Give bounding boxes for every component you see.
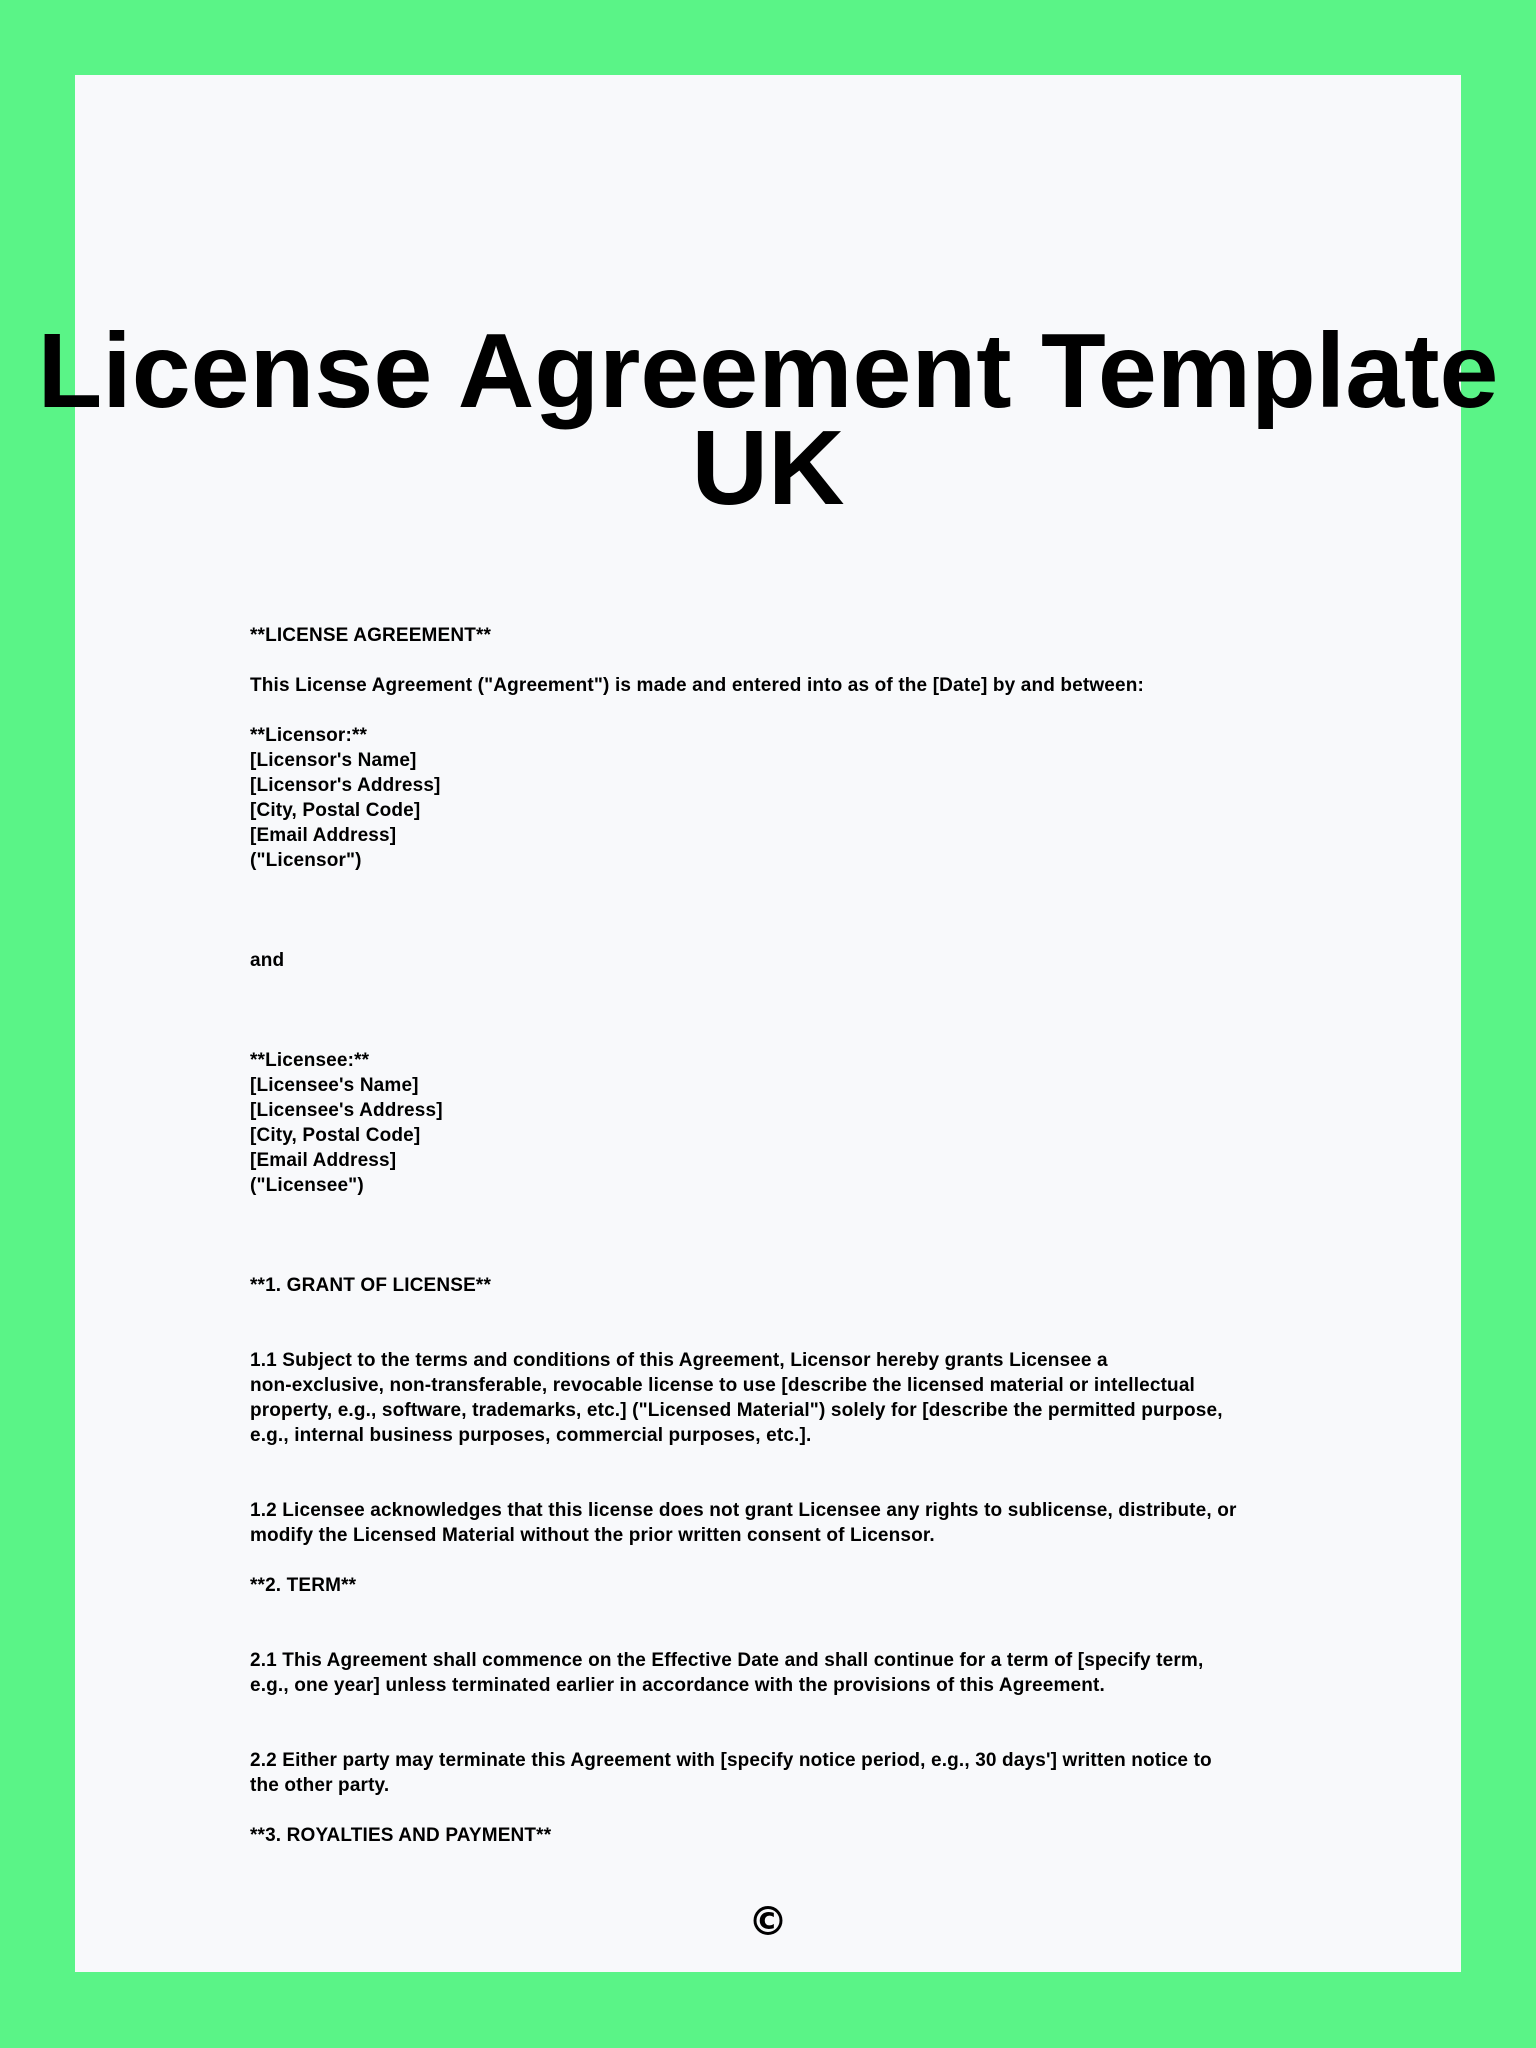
body-line: the other party. bbox=[250, 1775, 390, 1796]
body-line bbox=[250, 648, 1370, 673]
document-body bbox=[250, 623, 1370, 1848]
body-line: property, e.g., software, trademarks, etc.] ("Licensed Material") solely for [describe the permitted purpose, bbox=[250, 1400, 1223, 1421]
body-line: non-exclusive, non-transferable, revocable license to use [describe the licensed material or intellectual bbox=[250, 1375, 1195, 1396]
body-line: **Licensor:** bbox=[250, 725, 368, 746]
body-line: modify the Licensed Material without the prior written consent of Licensor. bbox=[250, 1525, 935, 1546]
body-line: 2.1 This Agreement shall commence on the Effective Date and shall continue for a term of [specify term, bbox=[250, 1650, 1204, 1671]
body-line: ("Licensee") bbox=[250, 1175, 364, 1196]
body-line bbox=[250, 1598, 1370, 1623]
body-line: [Licensor's Address] bbox=[250, 775, 441, 796]
copyright-symbol: © bbox=[748, 1899, 788, 1945]
body-line: **3. ROYALTIES AND PAYMENT** bbox=[250, 1825, 552, 1846]
body-line: **2. TERM** bbox=[250, 1575, 357, 1596]
body-line: [City, Postal Code] bbox=[250, 800, 421, 821]
body-line bbox=[250, 1323, 1370, 1348]
body-line: and bbox=[250, 950, 285, 971]
body-line: **Licensee:** bbox=[250, 1050, 370, 1071]
document-page bbox=[37, 75, 1499, 1972]
body-line bbox=[250, 1023, 1370, 1048]
body-line bbox=[250, 1723, 1370, 1748]
body-line: e.g., internal business purposes, commercial purposes, etc.]. bbox=[250, 1425, 812, 1446]
body-line: [Licensor's Name] bbox=[250, 750, 417, 771]
title-line-2: UK bbox=[691, 409, 845, 527]
title-line-1: License Agreement Template bbox=[37, 312, 1499, 430]
body-line: **LICENSE AGREEMENT** bbox=[250, 625, 492, 646]
body-line: [Email Address] bbox=[250, 1150, 397, 1171]
body-line bbox=[250, 873, 1370, 898]
body-line bbox=[250, 1198, 1370, 1223]
body-line: [City, Postal Code] bbox=[250, 1125, 421, 1146]
body-line bbox=[250, 1448, 1370, 1473]
body-line: e.g., one year] unless terminated earlier in accordance with the provisions of this Agreement. bbox=[250, 1675, 1105, 1696]
body-line bbox=[250, 973, 1370, 998]
body-line bbox=[250, 998, 1370, 1023]
body-line: [Email Address] bbox=[250, 825, 397, 846]
body-line bbox=[250, 1223, 1370, 1248]
body-line: 2.2 Either party may terminate this Agreement with [specify notice period, e.g., 30 days'] written notice to bbox=[250, 1750, 1212, 1771]
body-line: 1.1 Subject to the terms and conditions of this Agreement, Licensor hereby grants Licensee a bbox=[250, 1350, 1108, 1371]
document-title bbox=[0, 312, 1536, 527]
body-line bbox=[250, 698, 1370, 723]
body-line: This License Agreement ("Agreement") is made and entered into as of the [Date] by and between: bbox=[250, 675, 1144, 696]
body-line: [Licensee's Name] bbox=[250, 1075, 419, 1096]
body-line bbox=[250, 923, 1370, 948]
body-line bbox=[250, 1298, 1370, 1323]
body-line bbox=[250, 1473, 1370, 1498]
body-line bbox=[250, 1798, 1370, 1823]
body-line bbox=[250, 1548, 1370, 1573]
body-line: ("Licensor") bbox=[250, 850, 362, 871]
body-line: [Licensee's Address] bbox=[250, 1100, 443, 1121]
body-line: **1. GRANT OF LICENSE** bbox=[250, 1275, 491, 1296]
body-line bbox=[250, 898, 1370, 923]
body-line bbox=[250, 1623, 1370, 1648]
body-line bbox=[250, 1698, 1370, 1723]
body-line: 1.2 Licensee acknowledges that this license does not grant Licensee any rights to sublicense, distribute, or bbox=[250, 1500, 1237, 1521]
body-line bbox=[250, 1248, 1370, 1273]
